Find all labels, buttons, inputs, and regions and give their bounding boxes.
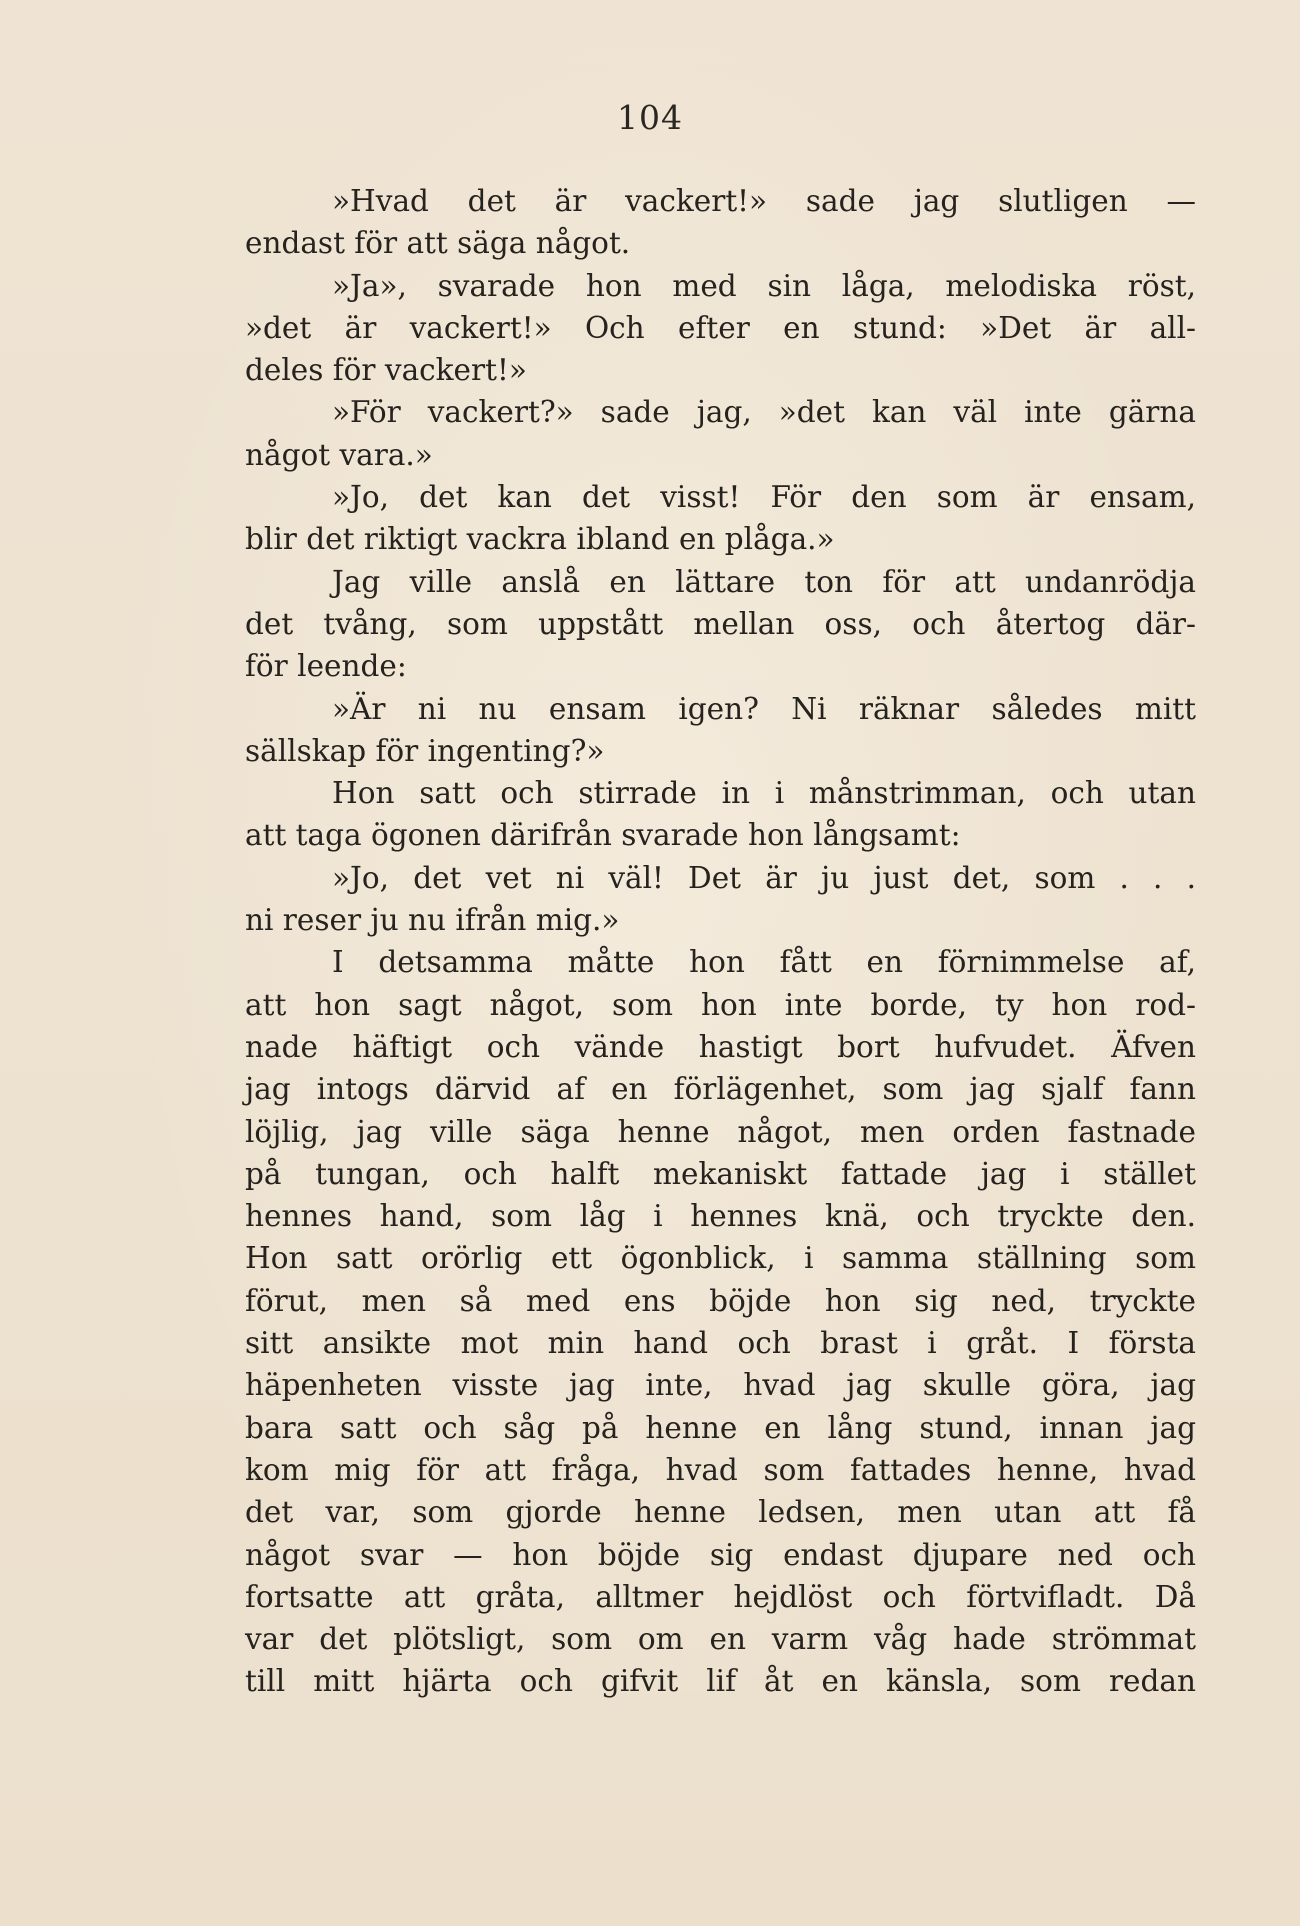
text-line: bara satt och såg på henne en lång stund, innan jag [245, 1410, 1196, 1445]
text-line: »Hvad det är vackert!» sade jag slutligen — [332, 184, 1196, 218]
text-line: något vara.» [245, 437, 433, 472]
text-line: Jag ville anslå en lättare ton för att undanrödja [332, 564, 1196, 599]
text-line: att hon sagt något, som hon inte borde, ty hon rod- [245, 987, 1196, 1022]
text-line: »För vackert?» sade jag, »det kan väl inte gärna [332, 395, 1196, 430]
text-line: Hon satt orörlig ett ögonblick, i samma ställning som [245, 1241, 1196, 1276]
text-line: nade häftigt och vände hastigt bort hufvudet. Äfven [245, 1029, 1196, 1064]
text-line: blir det riktigt vackra ibland en plåga.» [245, 522, 835, 557]
text-line: förut, men så med ens böjde hon sig ned, tryckte [245, 1283, 1196, 1318]
text-line: det var, som gjorde henne ledsen, men utan att få [245, 1495, 1196, 1530]
text-line: endast för att säga något. [245, 226, 631, 261]
text-line: »Jo, det kan det visst! För den som är ensam, [332, 480, 1196, 515]
text-line: »Ja», svarade hon med sin låga, melodiska röst, [332, 268, 1196, 303]
text-line: fortsatte att gråta, alltmer hejdlöst och förtvifladt. Då [245, 1579, 1196, 1614]
text-line: att taga ögonen därifrån svarade hon långsamt: [245, 818, 961, 853]
text-line: löjlig, jag ville säga henne något, men orden fastnade [245, 1114, 1196, 1149]
text-line: hennes hand, som låg i hennes knä, och tryckte den. [245, 1199, 1196, 1234]
text-line: sällskap för ingenting?» [245, 733, 605, 768]
text-line: deles för vackert!» [245, 353, 527, 388]
text-line: sitt ansikte mot min hand och brast i gråt. I första [245, 1326, 1196, 1361]
text-line: för leende: [245, 649, 407, 684]
body-text [245, 180, 1196, 1703]
text-line: något svar — hon böjde sig endast djupare ned och [245, 1537, 1196, 1572]
text-line: kom mig för att fråga, hvad som fattades henne, hvad [245, 1452, 1196, 1487]
text-line: till mitt hjärta och gifvit lif åt en känsla, som redan [245, 1664, 1196, 1699]
text-line: »Jo, det vet ni väl! Det är ju just det, som . . . [332, 860, 1196, 895]
text-line: »det är vackert!» Och efter en stund: »Det är all- [245, 310, 1196, 345]
page-number: 104 [617, 98, 683, 137]
text-line: på tungan, och halft mekaniskt fattade jag i stället [245, 1156, 1196, 1191]
text-line: Hon satt och stirrade in i månstrimman, och utan [332, 776, 1196, 811]
text-line: »Är ni nu ensam igen? Ni räknar således mitt [332, 691, 1196, 726]
text-line: I detsamma måtte hon fått en förnimmelse af, [332, 945, 1196, 980]
text-line: det tvång, som uppstått mellan oss, och återtog där- [245, 606, 1196, 641]
text-line: var det plötsligt, som om en varm våg hade strömmat [245, 1622, 1196, 1657]
text-line: jag intogs därvid af en förlägenhet, som jag sjalf fann [245, 1072, 1196, 1107]
text-line: ni reser ju nu ifrån mig.» [245, 903, 620, 938]
text-line: häpenheten visste jag inte, hvad jag skulle göra, jag [245, 1368, 1196, 1403]
